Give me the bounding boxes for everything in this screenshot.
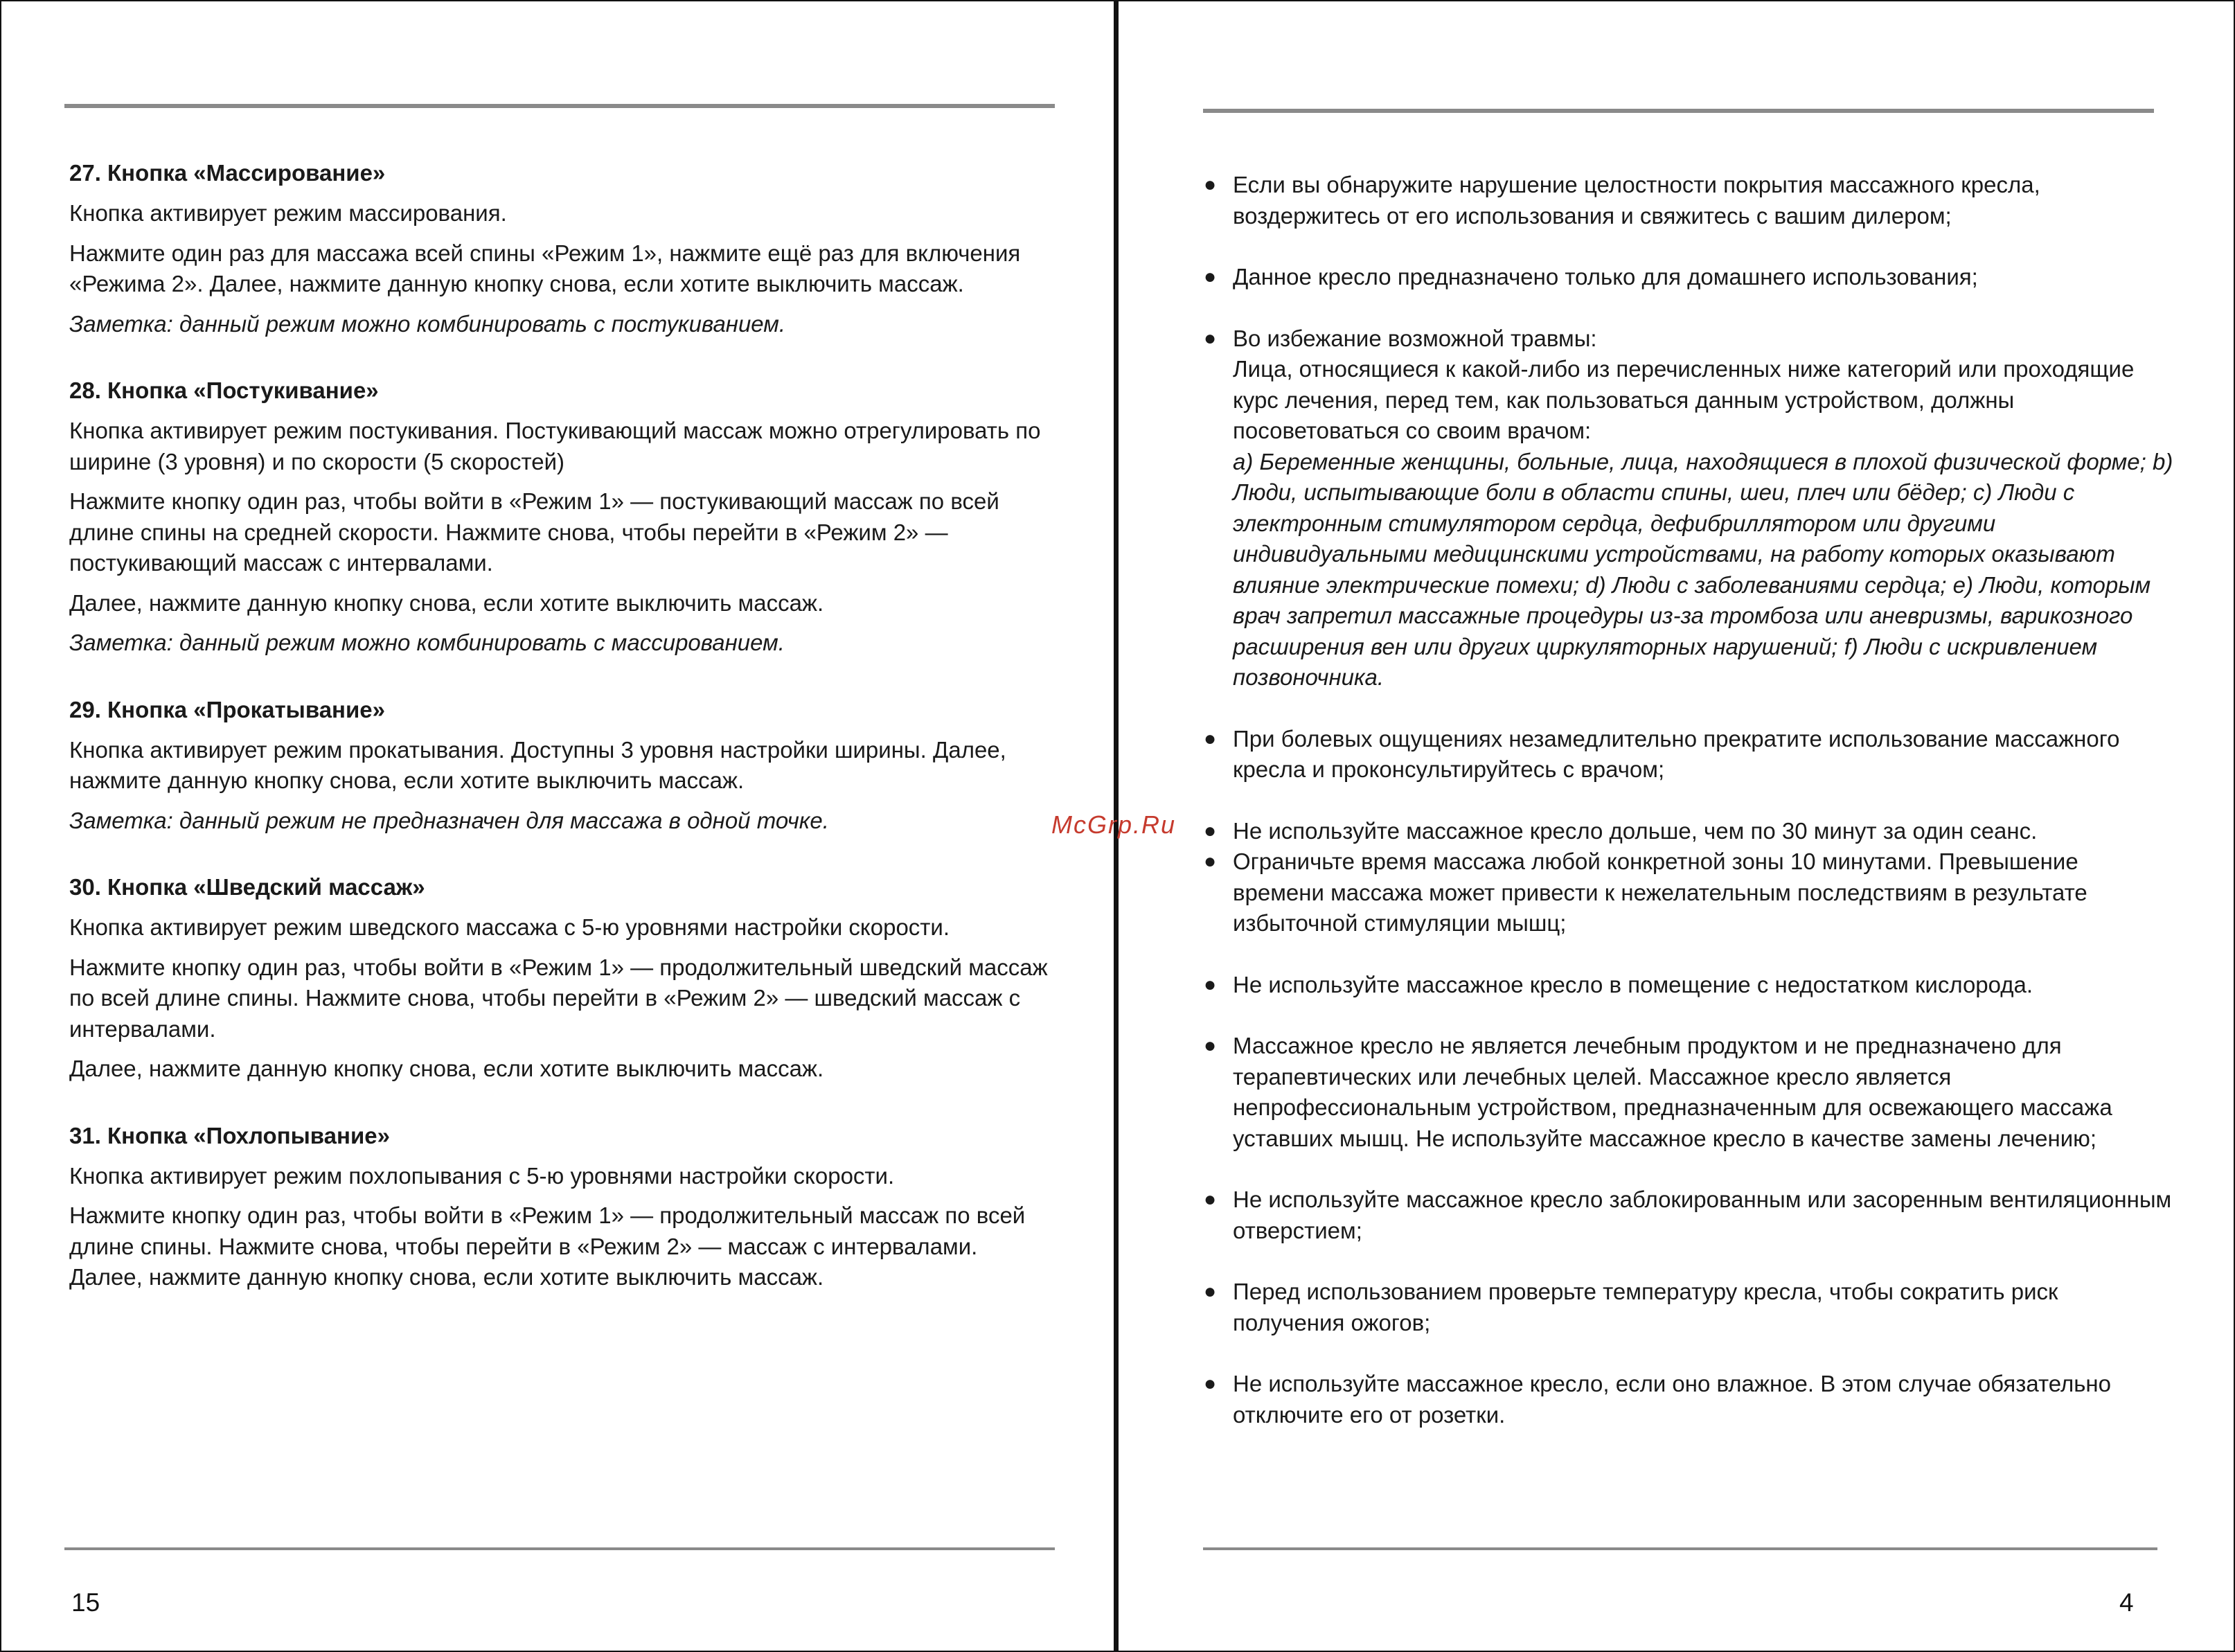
left-page-number: 15	[71, 1588, 100, 1617]
bullet-icon: ●	[1204, 727, 1217, 750]
section-swedish	[69, 872, 1053, 1085]
section-heading: 31. Кнопка «Похлопывание»	[69, 1122, 390, 1148]
section-paragraph: Нажмите один раз для массажа всей спины «Режим 1», нажмите ещё раз для включения «Режима 2». Далее, нажмите данную кнопку снова, если хотите выключить массаж.	[69, 240, 1021, 296]
section-paragraph: Нажмите кнопку один раз, чтобы войти в «Режим 1» — постукивающий массаж по всей длине спины на средней скорости. Нажмите снова, чтобы перейти в «Режим 2» — постукивающий массаж с интервалами.	[69, 488, 999, 576]
section-paragraph: Далее, нажмите данную кнопку снова, если хотите выключить массаж.	[69, 1056, 824, 1081]
right-top-rule	[1203, 109, 2154, 113]
right-bottom-rule	[1203, 1547, 2157, 1550]
list-item-text: Не используйте массажное кресло в помещение с недостатком кислорода.	[1233, 971, 2033, 997]
list-item	[1204, 170, 2173, 231]
left-bottom-rule	[64, 1547, 1055, 1550]
right-page	[1204, 170, 2173, 1430]
section-heading: 30. Кнопка «Шведский массаж»	[69, 874, 425, 900]
list-item-text: Не используйте массажное кресло, если оно влажное. В этом случае обязательно отключите его от розетки.	[1233, 1371, 2112, 1428]
right-page-number: 4	[2119, 1588, 2134, 1617]
list-item-text: Лица, относящиеся к какой-либо из перечисленных ниже категорий или проходящие курс лечения, перед тем, как пользоваться данным устройством, должны посоветоваться со своим врачом:	[1233, 356, 2135, 443]
list-item	[1204, 262, 2173, 293]
section-paragraph: Кнопка активирует режим шведского массажа с 5-ю уровнями настройки скорости.	[69, 914, 950, 940]
section-heading: 29. Кнопка «Прокатывание»	[69, 696, 385, 722]
list-item-text: Ограничьте время массажа любой конкретной зоны 10 минутами. Превышение времени массажа может привести к нежелательным последствиям в результате избыточной стимуляции мышц;	[1233, 849, 2087, 936]
left-page	[69, 158, 1053, 1329]
bullet-icon: ●	[1204, 972, 1217, 996]
section-tapping	[69, 375, 1053, 659]
section-note: Заметка: данный режим можно комбинировать с постукиванием.	[69, 310, 786, 337]
bullet-icon: ●	[1204, 1280, 1217, 1303]
list-item-italic-text: a) Беременные женщины, больные, лица, находящиеся в плохой физической форме; b) Люди, испытывающие боли в области спины, шеи, плеч или бёдер; c) Люди с электронным стимулятором сердца, дефибриллятором или другими индивидуальными медицинскими устройствами, на работу которых оказывают влияние электрические помехи; d) Люди с заболеваниями сердца; e) Люди, которым врач запретил массажные процедуры из-за тромбоза или аневризмы, варикозного расширения вен или других циркуляторных нарушений; f) Люди с искривлением позвоночника.	[1233, 448, 2173, 690]
list-item-text: Перед использованием проверьте температуру кресла, чтобы сократить риск получения ожогов;	[1233, 1279, 2058, 1335]
section-heading: 27. Кнопка «Массирование»	[69, 160, 386, 186]
bullet-icon: ●	[1204, 1034, 1217, 1057]
section-paragraph: Кнопка активирует режим похлопывания с 5-ю уровнями настройки скорости.	[69, 1162, 895, 1189]
section-paragraph: Нажмите кнопку один раз, чтобы войти в «Режим 1» — продолжительный массаж по всей длине спины. Нажмите снова, чтобы перейти в «Режим 2» — массаж с интервалами. Далее, нажмите данную кнопку снова, если хотите выключить массаж.	[69, 1202, 1026, 1290]
section-paragraph: Далее, нажмите данную кнопку снова, если хотите выключить массаж.	[69, 589, 824, 616]
list-item	[1204, 1369, 2173, 1430]
section-paragraph: Кнопка активирует режим массирования.	[69, 200, 507, 226]
list-item	[1204, 1277, 2173, 1338]
list-item-text: Не используйте массажное кресло заблокированным или засоренным вентиляционным отверстием;	[1233, 1187, 2172, 1243]
section-paragraph: Кнопка активирует режим прокатывания. Доступны 3 уровня настройки ширины. Далее, нажмите данную кнопку снова, если хотите выключить массаж.	[69, 736, 1006, 793]
list-item	[1204, 816, 2173, 847]
list-item	[1204, 1184, 2173, 1246]
list-item-text: Если вы обнаружите нарушение целостности покрытия массажного кресла, воздержитесь от его использования и свяжитесь с вашим дилером;	[1233, 172, 2040, 229]
list-item-text: Во избежание возможной травмы:	[1233, 325, 1597, 351]
bullet-icon: ●	[1204, 819, 1217, 842]
section-note: Заметка: данный режим можно комбинировать с массированием.	[69, 630, 785, 655]
section-paragraph: Кнопка активирует режим постукивания. Постукивающий массаж можно отрегулировать по ширине (3 уровня) и по скорости (5 скоростей)	[69, 418, 1041, 474]
section-patting	[69, 1121, 1053, 1293]
bullet-icon: ●	[1204, 850, 1217, 873]
bullet-icon: ●	[1204, 1372, 1217, 1395]
list-item	[1204, 323, 2173, 693]
section-note: Заметка: данный режим не предназначен для массажа в одной точке.	[69, 807, 829, 833]
section-massage	[69, 158, 1053, 339]
list-item	[1204, 1031, 2173, 1154]
watermark-text: McGrp.Ru	[1051, 810, 1177, 839]
list-item	[1204, 724, 2173, 785]
list-item	[1204, 970, 2173, 1001]
list-item-text: Данное кресло предназначено только для домашнего использования;	[1233, 264, 1978, 290]
bullet-icon: ●	[1204, 173, 1217, 196]
list-item-text: Массажное кресло не является лечебным продуктом и не предназначено для терапевтических или лечебных целей. Массажное кресло является непрофессиональным устройством, предназначенным для освежающего массажа уставших мышц. Не используйте массажное кресло в качестве замены лечению;	[1233, 1033, 2112, 1151]
list-item-text: При болевых ощущениях незамедлительно прекратите использование массажного кресла и проконсультируйтесь с врачом;	[1233, 725, 2120, 782]
section-heading: 28. Кнопка «Постукивание»	[69, 378, 379, 403]
list-item	[1204, 846, 2173, 939]
section-rolling	[69, 695, 1053, 837]
list-item-text: Не используйте массажное кресло дольше, чем по 30 минут за один сеанс.	[1233, 817, 2038, 844]
bullet-icon: ●	[1204, 1188, 1217, 1211]
bullet-icon: ●	[1204, 265, 1217, 288]
section-paragraph: Нажмите кнопку один раз, чтобы войти в «Режим 1» — продолжительный шведский массаж по всей длине спины. Нажмите снова, чтобы перейти в «Режим 2» — шведский массаж с интервалами.	[69, 954, 1048, 1042]
bullet-icon: ●	[1204, 326, 1217, 350]
left-top-rule	[64, 104, 1055, 108]
